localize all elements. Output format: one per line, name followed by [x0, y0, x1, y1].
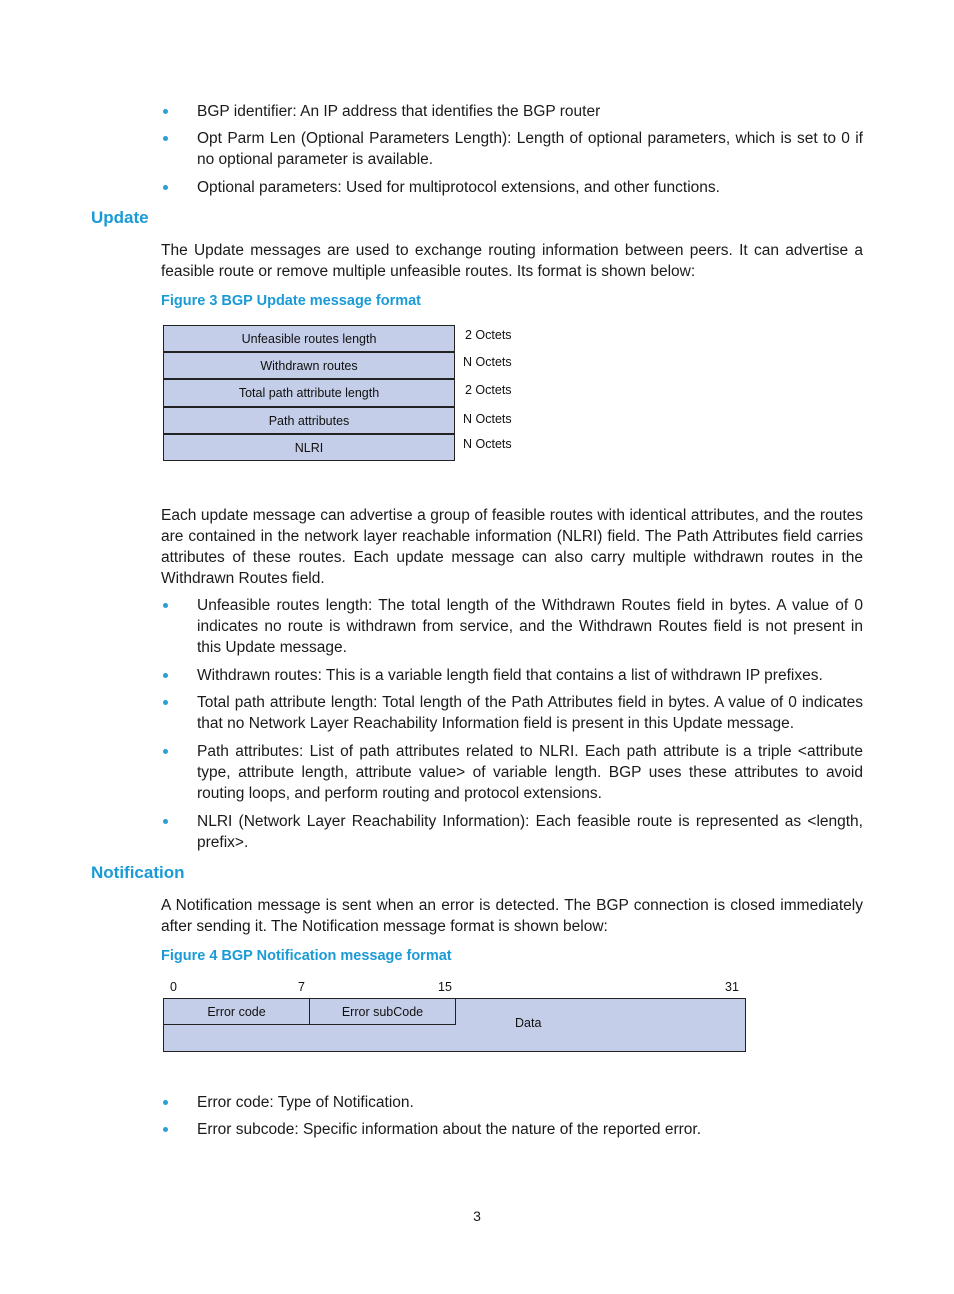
- page-number: 3: [473, 1208, 481, 1224]
- bullet-dot: [163, 1127, 168, 1132]
- size-label: 2 Octets: [465, 328, 512, 342]
- field-label: NLRI: [294, 440, 324, 455]
- figure-4-caption: Figure 4 BGP Notification message format: [161, 948, 452, 964]
- bit-label-15: 15: [438, 980, 452, 994]
- size-label: N Octets: [463, 437, 512, 451]
- bullet-withdrawn-routes: Withdrawn routes: This is a variable length field that contains a list of withdrawn IP prefixes.: [197, 667, 823, 684]
- field-label: Error subCode: [341, 1004, 424, 1019]
- bullet-dot: [163, 109, 168, 114]
- bullet-dot: [163, 700, 168, 705]
- bullet-total-path-attribute-length: Total path attribute length: Total length of the Path Attributes field in bytes. A value of 0 indicates that no Network Layer Reachability Information field is present in this Update message.: [197, 694, 863, 732]
- field-label: Total path attribute length: [238, 386, 380, 400]
- field-error-subcode: [309, 998, 456, 1025]
- bullet-bgp-identifier: BGP identifier: An IP address that identifies the BGP router: [197, 103, 601, 120]
- bit-label-7: 7: [298, 980, 305, 994]
- bullet-optional-parameters: Optional parameters: Used for multiprotocol extensions, and other functions.: [197, 179, 720, 196]
- size-label: N Octets: [463, 355, 512, 369]
- size-label: 2 Octets: [465, 383, 512, 397]
- field-label: Error code: [207, 1004, 266, 1019]
- field-path-attributes: [163, 407, 455, 434]
- field-error-code: [163, 998, 310, 1025]
- notification-heading: Notification: [91, 863, 185, 882]
- size-label: N Octets: [463, 412, 512, 426]
- bullet-unfeasible-routes-length: Unfeasible routes length: The total length of the Withdrawn Routes field in bytes. A value of 0 indicates no route is withdrawn from service, and the Withdrawn Routes field is not present in this Update message.: [197, 597, 863, 656]
- bullet-path-attributes: Path attributes: List of path attributes related to NLRI. Each path attribute is a triple <attribute type, attribute length, attribute value> of variable length. BGP uses these attributes to avoid routing loops, and perform routing and protocol extensions.: [197, 743, 863, 802]
- field-data: Data: [515, 1016, 542, 1030]
- bullet-dot: [163, 136, 168, 141]
- notification-intro: A Notification message is sent when an error is detected. The BGP connection is closed immediately after sending it. The Notification message format is shown below:: [161, 897, 863, 935]
- field-label: Path attributes: [268, 413, 350, 428]
- bullet-error-code: Error code: Type of Notification.: [197, 1094, 414, 1111]
- bullet-dot: [163, 749, 168, 754]
- field-total-path-attribute-length: [163, 379, 455, 407]
- field-label: Withdrawn routes: [260, 358, 358, 373]
- update-intro: The Update messages are used to exchange routing information between peers. It can advertise a feasible route or remove multiple unfeasible routes. Its format is shown below:: [161, 242, 863, 280]
- bullet-dot: [163, 1100, 168, 1105]
- update-body: Each update message can advertise a group of feasible routes with identical attributes, and the routes are contained in the network layer reachable information (NLRI) field. The Path Attributes field carries attributes of these routes. Each update message can also carry multiple withdrawn routes in the Withdrawn Routes field.: [161, 507, 863, 587]
- bit-label-0: 0: [170, 980, 177, 994]
- field-unfeasible-routes-length: [163, 325, 455, 352]
- field-label: Unfeasible routes length: [241, 331, 377, 346]
- update-heading: Update: [91, 208, 149, 227]
- bullet-dot: [163, 673, 168, 678]
- bullet-dot: [163, 603, 168, 608]
- bullet-opt-parm-len: Opt Parm Len (Optional Parameters Length): Length of optional parameters, which is set to 0 if no optional parameter is available.: [197, 130, 863, 168]
- figure-3-caption: Figure 3 BGP Update message format: [161, 293, 422, 309]
- field-withdrawn-routes: [163, 352, 455, 379]
- bit-label-31: 31: [725, 980, 739, 994]
- bullet-dot: [163, 185, 168, 190]
- bullet-error-subcode: Error subcode: Specific information about the nature of the reported error.: [197, 1121, 702, 1138]
- bullet-dot: [163, 819, 168, 824]
- bullet-nlri: NLRI (Network Layer Reachability Information): Each feasible route is represented as <length, prefix>.: [197, 813, 863, 851]
- field-nlri: [163, 434, 455, 461]
